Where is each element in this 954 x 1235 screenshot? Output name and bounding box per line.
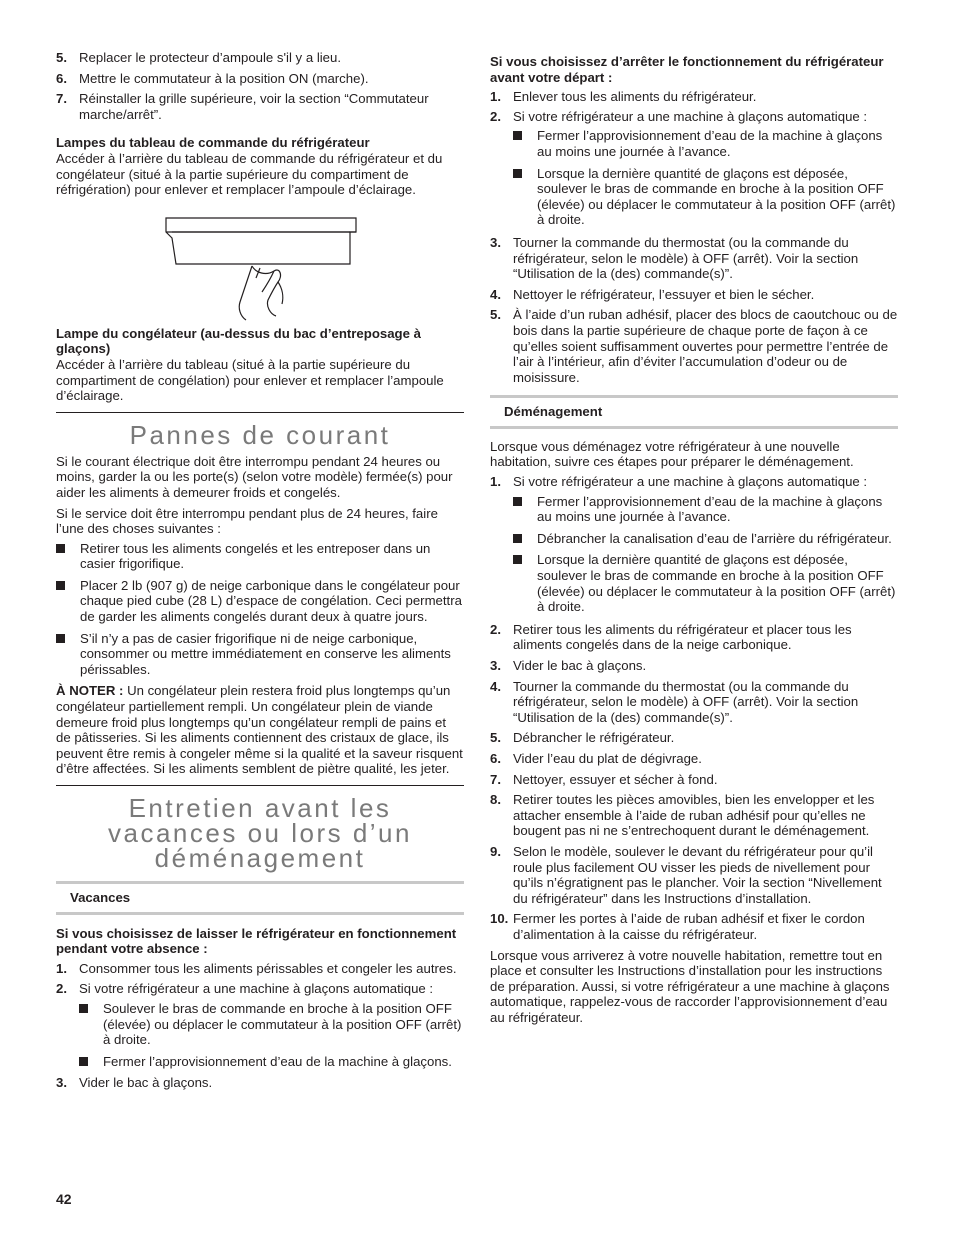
paragraph: Accéder à l’arrière du tableau de commande du réfrigérateur et du congélateur (situé à la partie supérieure du compartiment de réfrigération) pour enlever et remplacer l’ampoule d’éclairage. (56, 150, 443, 198)
list-item: 7. Réinstaller la grille supérieure, voir la section “Commutateur marche/arrêt”. (56, 91, 429, 122)
list-item: 3. Vider le bac à glaçons. (490, 658, 647, 673)
bullet-icon (513, 534, 522, 543)
bullet-item: Placer 2 lb (907 g) de neige carbonique dans le congélateur pour chaque pied cube (28 L) d’espace de congélation. Ceci permettra de garder les aliments congelés durant deux à quatre jours. (56, 578, 464, 625)
page-number: 42 (56, 1191, 72, 1207)
bullet-icon (56, 581, 65, 590)
list-item: 5. Replacer le protecteur d’ampoule s'il y a lieu. (56, 50, 342, 65)
section-heading: Lampes du tableau de commande du réfrigérateur (56, 135, 370, 151)
bullet-item: S’il n’y a pas de casier frigorifique ni de neige carbonique, consommer ou mettre immédiatement en conserve les aliments périssables. (56, 631, 464, 678)
list-item: 2. Si votre réfrigérateur a une machine à glaçons automatique : (56, 981, 434, 997)
list-item: 4. Nettoyer le réfrigérateur, l’essuyer et bien le sécher. (490, 286, 815, 302)
subsection-label: Vacances (70, 890, 131, 905)
lamp-illustration (56, 198, 464, 326)
list-item: 3. Vider le bac à glaçons. (56, 1075, 213, 1091)
list-item: 5. Débrancher le réfrigérateur. (490, 730, 675, 746)
paragraph: Si le courant électrique doit être interrompu pendant 24 heures ou moins, garder la ou les porte(s) (selon votre modèle) fermée(s) pour aider les aliments à demeurer froids et congelés. (56, 453, 453, 500)
list-item: 7. Nettoyer, essuyer et sécher à fond. (490, 771, 718, 787)
list-item: 5. À l’aide d’un ruban adhésif, placer des blocs de caoutchouc ou de bois dans la partie supérieure de chaque porte de façon à ce qu’elles soient suffisamment ouvertes pour permettre l’entrée de l’air à l’intérieur, afin d’éviter l’accumulation d’odeur ou de moisissure. (490, 307, 898, 385)
bullet-icon (79, 1004, 88, 1013)
bullet-item: Fermer l’approvisionnement d’eau de la machine à glaçons au moins une journée à l’avance. (513, 128, 898, 159)
divider (56, 912, 464, 915)
list-item: 1. Si votre réfrigérateur a une machine à glaçons automatique : (490, 474, 868, 490)
bullet-icon (56, 544, 65, 553)
bullet-icon (513, 169, 522, 178)
section-title: Entretien avant les vacances ou lors d’un déménagement (108, 793, 412, 873)
section-title: Pannes de courant (129, 419, 391, 450)
bullet-item: Soulever le bras de commande en broche à la position OFF (élevée) ou déplacer le commutateur à la position OFF (arrêt) à droite. (79, 1001, 464, 1048)
paragraph: Lorsque vous déménagez votre réfrigérateur à une nouvelle habitation, suivre ces étapes pour préparer le déménagement. (490, 438, 854, 470)
section-heading: Si vous choisissez de laisser le réfrigérateur en fonctionnement pendant votre absence : (56, 925, 457, 957)
bullet-icon (79, 1057, 88, 1066)
section-heading: Si vous choisissez d’arrêter le fonctionnement du réfrigérateur avant votre départ : (490, 54, 884, 85)
bullet-icon (513, 497, 522, 506)
list-item: 1. Enlever tous les aliments du réfrigérateur. (490, 89, 757, 105)
list-item: 2. Retirer tous les aliments du réfrigérateur et placer tous les aliments congelés dans de la neige carbonique. (490, 621, 852, 653)
bullet-item: Lorsque la dernière quantité de glaçons est déposée, soulever le bras de commande en broche à la position OFF (élevée) ou déplacer le commutateur à la position OFF (arrêt) à droite. (513, 552, 898, 614)
right-column (490, 54, 898, 1025)
bullet-item: Fermer l’approvisionnement d’eau de la machine à glaçons. (79, 1054, 464, 1070)
divider (490, 426, 898, 429)
paragraph: Si le service doit être interrompu pendant plus de 24 heures, faire l’une des choses suivantes : (56, 505, 438, 537)
bullet-item: Retirer tous les aliments congelés et les entreposer dans un casier frigorifique. (56, 541, 464, 572)
bullet-icon (513, 555, 522, 564)
list-item: 4. Tourner la commande du thermostat (ou la commande du réfrigérateur, selon le modèle) à OFF (arrêt). Voir la section “Utilisation de la (des) commande(s)”. (490, 678, 859, 725)
list-item: 1. Consommer tous les aliments périssables et congeler les autres. (56, 960, 457, 976)
list-item: 6. Mettre le commutateur à la position ON (marche). (56, 70, 369, 86)
list-item: 9. Selon le modèle, soulever le devant du réfrigérateur pour qu’il roule plus facilement OU visser les pieds de nivellement pour qu’ils n’égratignent pas le plancher. Voir la section “Nivellement du réfrigérateur” dans les Instructions d’installation. (490, 843, 882, 906)
bullet-item: Débrancher la canalisation d’eau de l’arrière du réfrigérateur. (513, 531, 898, 547)
list-item: 6. Vider l’eau du plat de dégivrage. (490, 750, 702, 766)
note-paragraph: À NOTER : Un congélateur plein restera froid plus longtemps qu’un congélateur partiellement rempli. Un congélateur plein de viande demeure froid plus longtemps qu’un congélateur rempli de pains et de pâtisseries. Si les aliments contiennent des cristaux de glace, ils peuvent être remis à congeler même si la qualité et la saveur risquent d’être affectées. Si les aliments semblent de piètre qualité, les jeter. (56, 683, 463, 777)
section-heading: Lampe du congélateur (au-dessus du bac d’entreposage à glaçons) (56, 325, 421, 357)
subsection-label: Déménagement (504, 404, 603, 420)
bullet-item: Lorsque la dernière quantité de glaçons est déposée, soulever le bras de commande en broche à la position OFF (élevée) ou déplacer le commutateur à la position OFF (arrêt) à droite. (513, 166, 898, 228)
paragraph: Accéder à l’arrière du tableau (situé à la partie supérieure du compartiment de congélation) pour enlever et remplacer l’ampoule d’éclairage. (56, 356, 444, 404)
list-item: 3. Tourner la commande du thermostat (ou la commande du réfrigérateur, selon le modèle) à OFF (arrêt). Voir la section “Utilisation de la (des) commande(s)”. (490, 234, 859, 282)
bullet-item: Fermer l’approvisionnement d’eau de la machine à glaçons au moins une journée à l’avance. (513, 494, 898, 525)
bullet-icon (513, 131, 522, 140)
list-item: 2. Si votre réfrigérateur a une machine à glaçons automatique : (490, 108, 868, 124)
list-item: 10. Fermer les portes à l’aide de ruban adhésif et fixer le cordon d’alimentation à la caisse du réfrigérateur. (490, 911, 865, 942)
note-label: À NOTER : (56, 683, 124, 699)
left-column (56, 50, 464, 1091)
bullet-icon (56, 634, 65, 643)
list-item: 8. Retirer toutes les pièces amovibles, bien les envelopper et les attacher ensemble à l’aide de ruban adhésif pour qu’elles ne bougent pas ni ne s’entrechoquent durant le déménagement. (490, 792, 875, 839)
paragraph: Lorsque vous arriverez à votre nouvelle habitation, remettre tout en place et consulter les Instructions d’installation pour les instructions de préparation. Aussi, si votre réfrigérateur a une machine à glaçons automatique, rappelez-vous de raccorder l’approvisionnement d’eau au réfrigérateur. (490, 947, 890, 1025)
